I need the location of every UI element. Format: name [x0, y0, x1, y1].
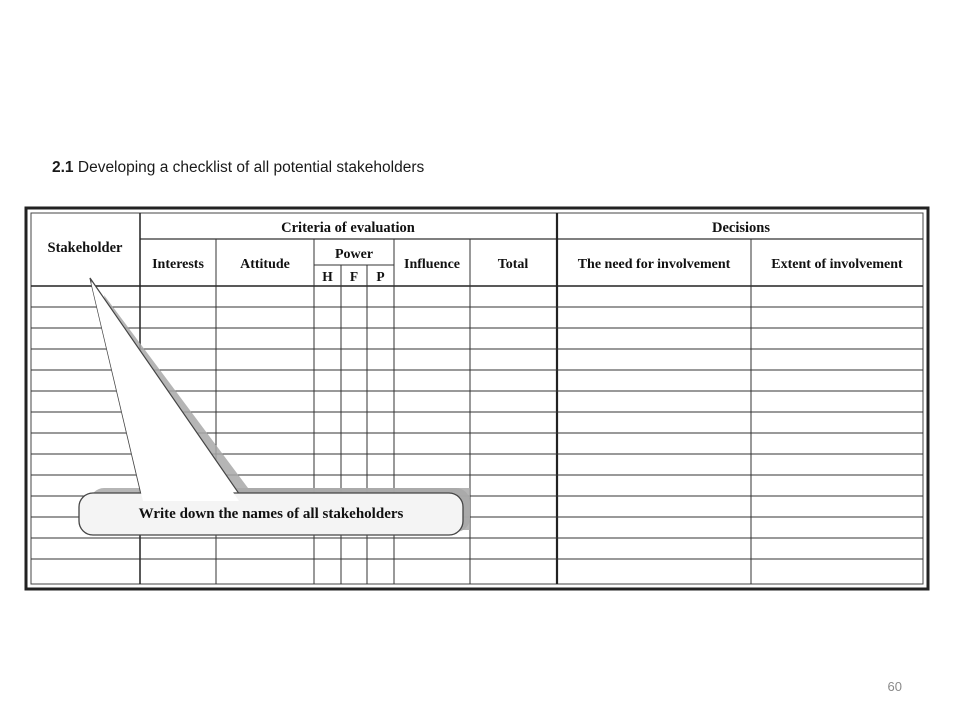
slide-title-number: 2.1	[52, 159, 74, 176]
extent-of-involvement-header: Extent of involvement	[771, 257, 903, 272]
criteria-header: Criteria of evaluation	[281, 220, 415, 236]
attitude-header: Attitude	[240, 257, 290, 272]
power-header: Power	[334, 247, 374, 262]
power-p-header: P	[376, 269, 385, 284]
callout-text: Write down the names of all stakeholders	[138, 506, 404, 522]
slide-title	[52, 159, 424, 177]
power-h-header: H	[322, 269, 333, 284]
stakeholder-header: Stakeholder	[47, 240, 123, 256]
need-for-involvement-header: The need for involvement	[577, 257, 731, 272]
power-f-header: F	[349, 269, 359, 284]
stakeholder-checklist-table	[24, 205, 930, 591]
slide-title-text: Developing a checklist of all potential stakeholders	[77, 159, 425, 176]
total-header: Total	[497, 257, 529, 272]
interests-header: Interests	[152, 257, 204, 272]
influence-header: Influence	[404, 257, 460, 272]
decisions-header: Decisions	[712, 220, 770, 236]
page-number: 60	[887, 679, 902, 694]
stakeholder-checklist-sheet	[24, 205, 930, 591]
